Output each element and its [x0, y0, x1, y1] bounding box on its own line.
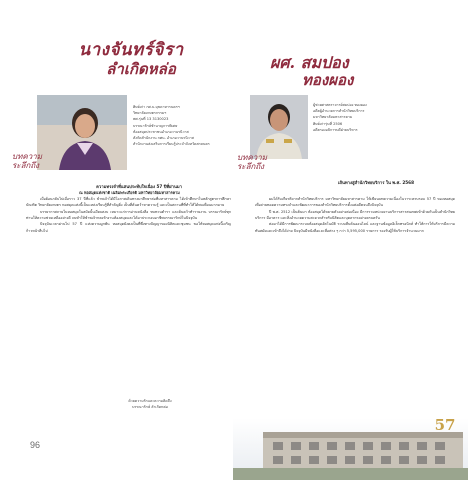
right-credit-line: อดีตรองอธิการบดีฝ่ายบริหาร — [313, 127, 358, 132]
left-caption-line1: บทความ — [12, 152, 42, 161]
left-signature — [70, 398, 230, 410]
left-title-line1: นางจันทร์จิรา — [78, 40, 184, 60]
right-profile-title — [270, 53, 450, 89]
left-credits — [133, 104, 248, 147]
left-credit-line: วิทยาลัยเกษตรกรรมฯ — [133, 111, 167, 116]
logo-number: 57 — [434, 416, 456, 434]
left-article-body — [26, 196, 231, 234]
right-portrait-photo — [250, 95, 308, 159]
left-credit-line: บรรณารักษ์ชำนาญการพิเศษ — [133, 123, 178, 128]
left-credit-line: สำนักงานส่งเสริมการเรียนรู้ประจำจังหวัดสกลนคร — [133, 142, 210, 147]
right-credits — [313, 102, 433, 133]
left-credit-line: ศิษย์เก่า กศ.บ.มุขดาหารนครฯ — [133, 105, 180, 109]
right-caption-line1: บทความ — [237, 153, 267, 162]
right-article-body — [255, 196, 455, 234]
left-caption-line2: ระลึกถึง — [12, 161, 40, 170]
left-profile-title — [56, 40, 206, 78]
left-paragraph: บรรยากาศภายในหอสมุดในสมัยนั้นเงียบสงบ เหมาะแก่การอ่านหนังสือ ทบทวนตำรา และค้นคว้าทำรายงาน บรรณารักษ์ทุกท่านให้ความช่วยเหลืออย่างดี จนทำให้ข้าพเจ้าหลงรักงานห้องสมุดและได้มาประกอบอาชีพบรรณารักษ์ในปัจจุบัน — [26, 209, 231, 221]
right-caption — [237, 153, 267, 171]
right-credit-line: อดีตผู้อำนวยการสำนักวิทยบริการ — [313, 109, 365, 114]
left-paragraph: ปัจจุบันเวลาผ่านไป 57 ปี แห่งความผูกพัน หอสมุดยังคงเป็นที่พึ่งทางปัญญาของนิสิตและชุมชน ขอให้หอสมุดแห่งนี้เจริญก้าวหน้าสืบไป — [26, 222, 231, 233]
right-paragraph: ผมได้รับเกียรติจากสำนักวิทยบริการ มหาวิทยาลัยมหาสารคาม ให้เขียนบทความเนื่องในวาระครบรอบ 57 ปี ของหอสมุด เพื่อถ่ายทอดความทรงจำและพัฒนาการของสำนักวิทยบริการตั้งแต่อดีตจนถึงปัจจุบัน — [255, 197, 455, 208]
right-credit-line: ผู้ช่วยศาสตราจารย์สมปอง ทองผอง — [313, 103, 367, 107]
right-paragraph: ต่อมาได้มีการพัฒนาระบบห้องสมุดอัตโนมัติ ระบบสืบค้นออนไลน์ และฐานข้อมูลอิเล็กทรอนิกส์ ทำให้การให้บริการมีความทันสมัยและเข้าถึงได้ง่าย ปัจจุบันมีหนังสือและสื่อต่าง ๆ กว่า 5,595,000 รายการ รองรับผู้ใช้บริการจำนวนมาก — [255, 222, 455, 233]
left-section-heading: ความทรงจำที่แสนประทับใจเนื่อง 57 ปีที่ผ่านมา — [96, 184, 182, 189]
right-title-line2: ทองผอง — [302, 71, 354, 89]
right-paragraph: ปี พ.ศ. 2512 เป็นต้นมา ห้องสมุดได้ขยายตัวอย่างต่อเนื่อง มีการรวมหน่วยงานบริการสารสนเทศเข้าด้วยกันเป็นสำนักวิทยบริการ มีอาคาร และสิ่งอำนวยความสะดวกสำหรับนิสิตและบุคลากรอย่างครบครัน — [255, 209, 455, 221]
anniversary-logo — [430, 410, 460, 440]
left-section-subheading: ณ หอสมุดแห่งชาติ เฉลิมพระเกียรติ มหาวิทยาลัยมหาสารคาม — [79, 190, 180, 195]
right-credit-line: มหาวิทยาลัยมหาสารคาม — [313, 115, 353, 120]
right-credit-line: ศิษย์เก่ารุ่นที่ 2506 — [313, 121, 343, 126]
right-caption-line2: ระลึกถึง — [237, 162, 265, 171]
left-portrait-photo — [37, 95, 127, 170]
right-section-heading: เส้นทางสู่สำนักวิทยบริการ ใน พ.ศ. 2568 — [337, 180, 414, 185]
left-credit-line: สังกัดสำนักงาน กศน. อำเภอวานรนิวาส — [133, 136, 194, 141]
left-caption — [12, 152, 42, 170]
signature-line1: ด้วยความรักและความคิดถึง — [128, 399, 172, 403]
left-title-line2: ลำเกิดหล่อ — [106, 60, 176, 78]
left-paragraph: เมื่อย้อนกลับไปเมื่อราว 37 ปีที่แล้ว ข้าพเจ้าได้มีโอกาสเดินทางมาศึกษาต่อที่มหาสารคาม ได้เข้าศึกษาในหลักสูตรการศึกษาบัณฑิต วิทยาลัยเกษตร หอสมุดแห่งนี้เป็นแหล่งเรียนรู้ที่สำคัญยิ่ง เป็นที่ค้นคว้าหาความรู้ และเป็นสถานที่ที่ทำให้ได้พบเพื่อนมากมาย — [26, 197, 231, 208]
signature-line2: บรรณารักษ์ ลำเกิดหล่อ — [132, 405, 168, 409]
page-number: 96 — [30, 440, 41, 450]
left-credit-line: พศ.รุ่นที่ 13 3130023 — [133, 117, 169, 122]
left-credit-line: ห้องสมุดประชาชนอำเภอวานรนิวาส — [133, 129, 189, 134]
right-title-line1: ผศ. สมปอง — [270, 53, 349, 72]
